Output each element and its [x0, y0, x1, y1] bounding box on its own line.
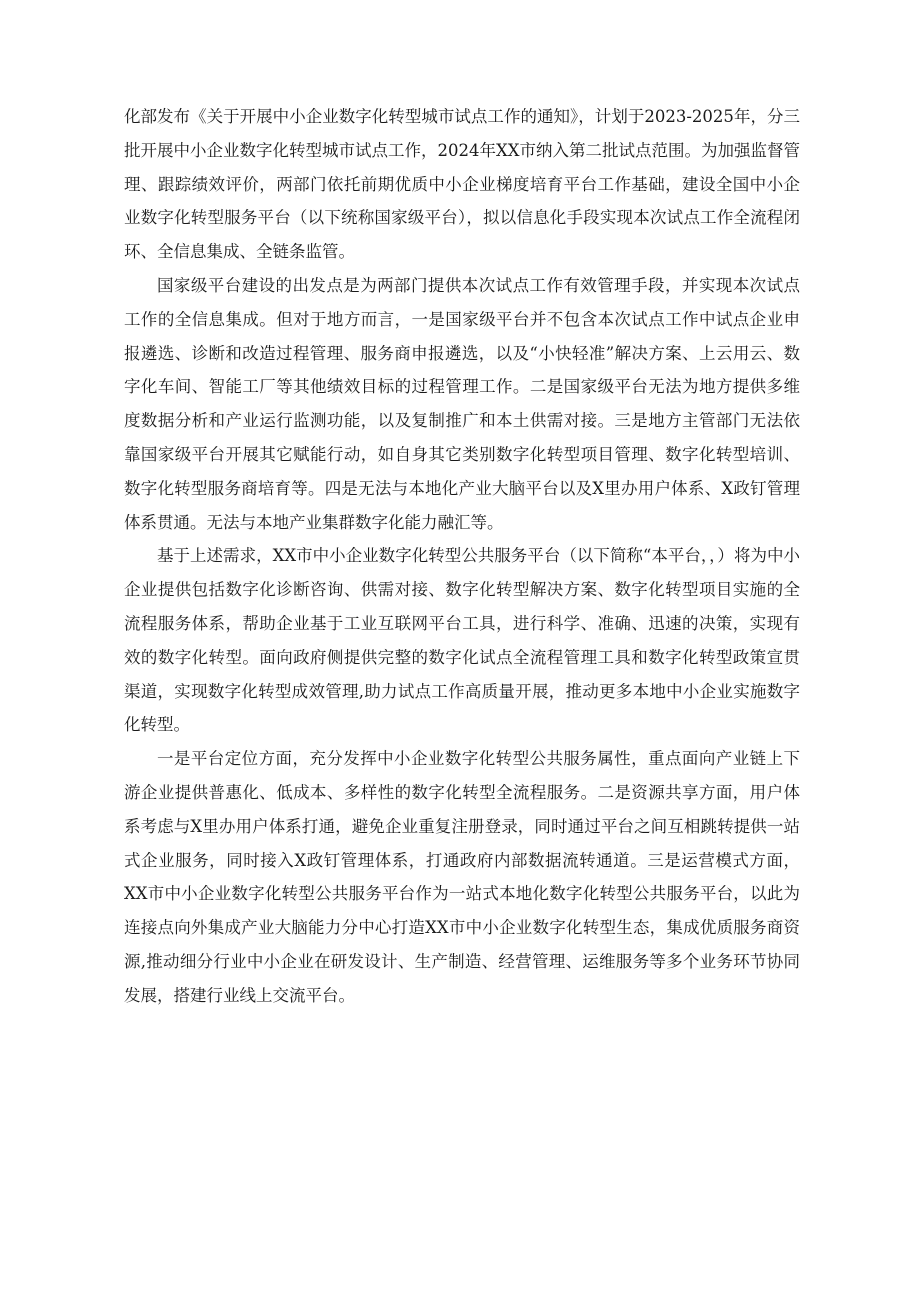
document-body: [124, 100, 800, 1013]
paragraph-2: 国家级平台建设的出发点是为两部门提供本次试点工作有效管理手段，并实现本次试点工作的全信息集成。但对于地方而言，一是国家级平台并不包含本次试点工作中试点企业申报遴选、诊断和改造过程管理、服务商申报遴选，以及“小快轻准”解决方案、上云用云、数字化车间、智能工厂等其他绩效目标的过程管理工作。二是国家级平台无法为地方提供多维度数据分析和产业运行监测功能，以及复制推广和本土供需对接。三是地方主管部门无法依靠国家级平台开展其它赋能行动，如自身其它类别数字化转型项目管理、数字化转型培训、数字化转型服务商培育等。四是无法与本地化产业大脑平台以及X里办用户体系、X政钉管理体系贯通。无法与本地产业集群数字化能力融汇等。: [124, 275, 800, 532]
paragraph-4: 一是平台定位方面，充分发挥中小企业数字化转型公共服务属性，重点面向产业链上下游企业提供普惠化、低成本、多样性的数字化转型全流程服务。二是资源共享方面，用户体系考虑与X里办用户体系打通，避免企业重复注册登录，同时通过平台之间互相跳转提供一站式企业服务，同时接入X政钉管理体系，打通政府内部数据流转通道。三是运营模式方面，XX市中小企业数字化转型公共服务平台作为一站式本地化数字化转型公共服务平台，以此为连接点向外集成产业大脑能力分中心打造XX市中小企业数字化转型生态，集成优质服务商资源,推动细分行业中小企业在研发设计、生产制造、经营管理、运维服务等多个业务环节协同发展，搭建行业线上交流平台。: [124, 749, 800, 1005]
paragraph-3: 基于上述需求，XX市中小企业数字化转型公共服务平台（以下简称“本平台，，）将为中小企业提供包括数字化诊断咨询、供需对接、数字化转型解决方案、数字化转型项目实施的全流程服务体系，帮助企业基于工业互联网平台工具，进行科学、准确、迅速的决策，实现有效的数字化转型。面向政府侧提供完整的数字化试点全流程管理工具和数字化转型政策宣贯渠道，实现数字化转型成效管理,助力试点工作高质量开展，推动更多本地中小企业实施数字化转型。: [124, 546, 800, 735]
paragraph-1: 化部发布《关于开展中小企业数字化转型城市试点工作的通知》，计划于2023-2025年，分三批开展中小企业数字化转型城市试点工作，2024年XX市纳入第二批试点范围。为加强监督管理、跟踪绩效评价，两部门依托前期优质中小企业梯度培育平台工作基础，建设全国中小企业数字化转型服务平台（以下统称国家级平台），拟以信息化手段实现本次试点工作全流程闭环、全信息集成、全链条监管。: [124, 107, 800, 262]
